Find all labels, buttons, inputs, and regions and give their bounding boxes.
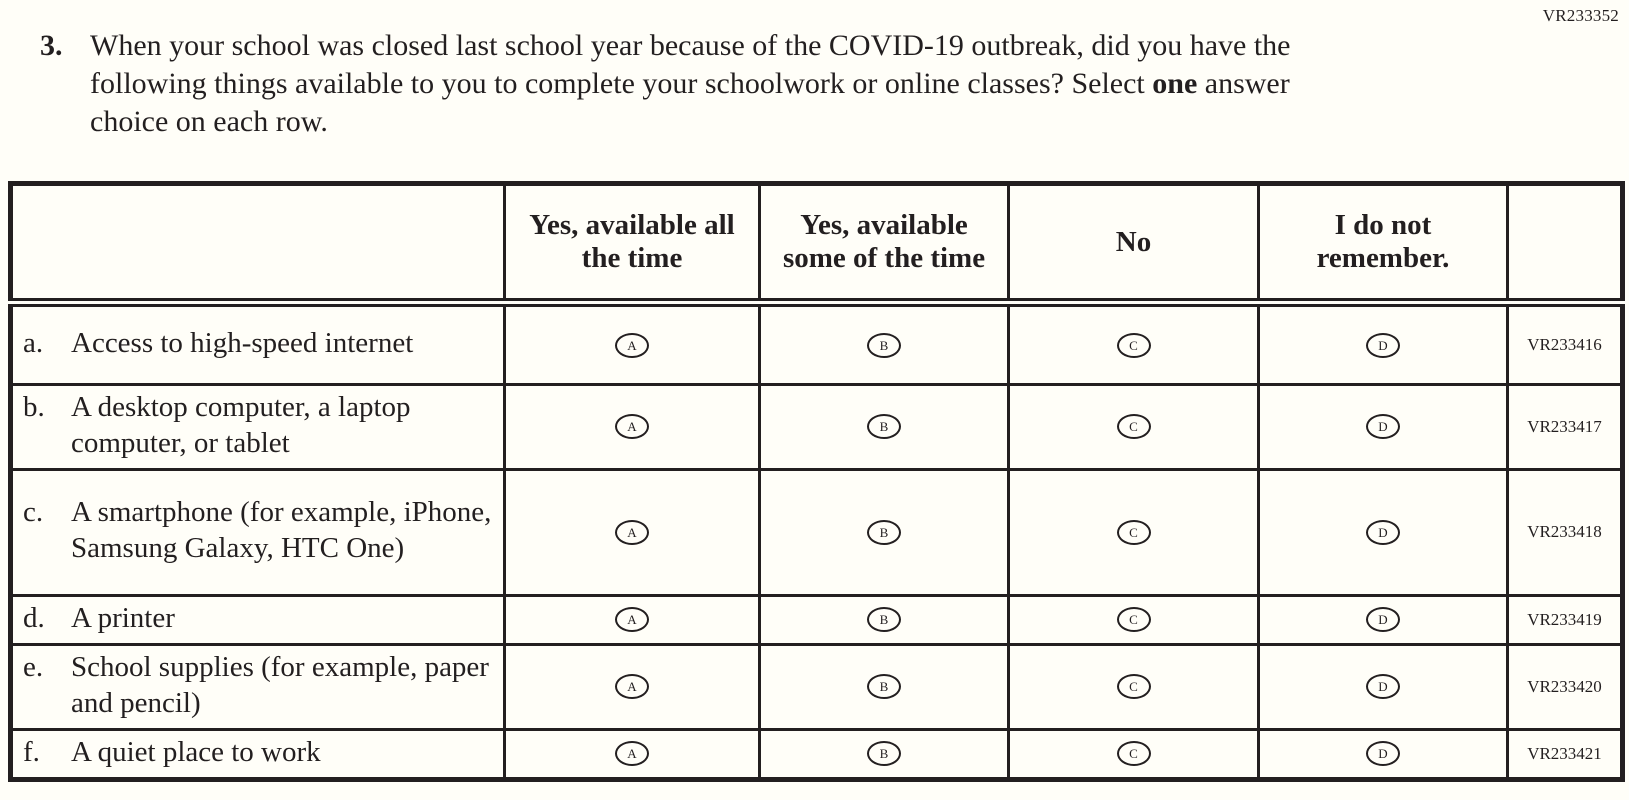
answer-cell-c: [1009, 385, 1259, 470]
answer-bubble-d[interactable]: D: [1366, 607, 1400, 632]
row-label: A desktop computer, a laptop computer, or tablet: [71, 391, 411, 459]
answer-cell-c: [1009, 729, 1259, 779]
table-row-b: [11, 385, 1623, 470]
item-cell: [11, 595, 505, 644]
col-header-do-not-remember: I do not remember.: [1259, 184, 1508, 303]
col-header-item: [11, 184, 505, 303]
item-cell: [11, 303, 505, 385]
answer-cell-b: [760, 385, 1009, 470]
answer-cell-d: [1259, 385, 1508, 470]
item-cell: [11, 385, 505, 470]
answer-cell-b: [760, 644, 1009, 729]
question-block: [40, 27, 1345, 140]
answer-bubble-b[interactable]: B: [867, 607, 901, 632]
row-code: VR233417: [1508, 385, 1623, 470]
answer-cell-a: [505, 595, 760, 644]
answer-cell-a: [505, 729, 760, 779]
item-cell: [11, 644, 505, 729]
table-row-e: [11, 644, 1623, 729]
row-letter: c.: [23, 496, 44, 529]
answer-bubble-d[interactable]: D: [1366, 674, 1400, 699]
answer-bubble-a[interactable]: A: [615, 414, 649, 439]
answer-bubble-d[interactable]: D: [1366, 414, 1400, 439]
row-code: VR233416: [1508, 303, 1623, 385]
header-row: [11, 184, 1623, 303]
item-cell: [11, 469, 505, 595]
answer-cell-a: [505, 303, 760, 385]
col-header-yes-some-of-the-time: Yes, available some of the time: [760, 184, 1009, 303]
answer-bubble-c[interactable]: C: [1117, 607, 1151, 632]
answer-cell-d: [1259, 303, 1508, 385]
answer-bubble-c[interactable]: C: [1117, 414, 1151, 439]
answer-cell-c: [1009, 303, 1259, 385]
answer-bubble-c[interactable]: C: [1117, 520, 1151, 545]
answer-bubble-c[interactable]: C: [1117, 333, 1151, 358]
row-label: A printer: [71, 601, 175, 634]
table-row-a: [11, 303, 1623, 385]
answer-cell-a: [505, 644, 760, 729]
answer-bubble-d[interactable]: D: [1366, 741, 1400, 766]
answer-bubble-b[interactable]: B: [867, 741, 901, 766]
answer-cell-b: [760, 303, 1009, 385]
question-number: 3.: [40, 29, 63, 62]
answer-bubble-a[interactable]: A: [615, 741, 649, 766]
row-letter: d.: [23, 601, 45, 634]
question-text-end: answer choice on each row.: [90, 66, 1290, 138]
answer-bubble-a[interactable]: A: [615, 674, 649, 699]
col-header-code: [1508, 184, 1623, 303]
answer-bubble-c[interactable]: C: [1117, 674, 1151, 699]
answer-cell-b: [760, 729, 1009, 779]
table-row-c: [11, 469, 1623, 595]
answer-cell-c: [1009, 595, 1259, 644]
answer-bubble-c[interactable]: C: [1117, 741, 1151, 766]
answer-bubble-a[interactable]: A: [615, 520, 649, 545]
row-letter: f.: [23, 735, 40, 768]
table-row-d: [11, 595, 1623, 644]
table-row-f: [11, 729, 1623, 779]
col-header-yes-all-the-time: Yes, available all the time: [505, 184, 760, 303]
answer-cell-b: [760, 469, 1009, 595]
question-text-bold: one: [1152, 66, 1198, 100]
answer-cell-d: [1259, 729, 1508, 779]
answer-bubble-d[interactable]: D: [1366, 520, 1400, 545]
row-letter: a.: [23, 327, 44, 360]
row-label: A quiet place to work: [71, 735, 321, 768]
row-label: School supplies (for example, paper and pencil): [71, 650, 489, 719]
answer-cell-b: [760, 595, 1009, 644]
row-letter: b.: [23, 391, 45, 423]
answer-cell-c: [1009, 644, 1259, 729]
answer-bubble-d[interactable]: D: [1366, 333, 1400, 358]
answer-bubble-a[interactable]: A: [615, 333, 649, 358]
answer-cell-a: [505, 469, 760, 595]
page-code: VR233352: [1542, 6, 1619, 25]
answer-cell-a: [505, 385, 760, 470]
answer-cell-d: [1259, 469, 1508, 595]
row-letter: e.: [23, 650, 44, 683]
answer-bubble-b[interactable]: B: [867, 520, 901, 545]
row-label: Access to high-speed internet: [71, 327, 414, 360]
answer-cell-d: [1259, 595, 1508, 644]
answer-cell-d: [1259, 644, 1508, 729]
answer-cell-c: [1009, 469, 1259, 595]
question-text-start: When your school was closed last school year because of the COVID-19 outbreak, did you have the following things available to you to complete your schoolwork or online classes? Select: [90, 29, 1291, 100]
question-text: [90, 27, 1345, 140]
answer-bubble-b[interactable]: B: [867, 674, 901, 699]
row-code: VR233418: [1508, 469, 1623, 595]
row-code: VR233419: [1508, 595, 1623, 644]
col-header-no: No: [1009, 184, 1259, 303]
answer-grid-table: [8, 181, 1625, 782]
answer-bubble-a[interactable]: A: [615, 607, 649, 632]
item-cell: [11, 729, 505, 779]
answer-bubble-b[interactable]: B: [867, 333, 901, 358]
answer-bubble-b[interactable]: B: [867, 414, 901, 439]
row-code: VR233421: [1508, 729, 1623, 779]
row-code: VR233420: [1508, 644, 1623, 729]
row-label: A smartphone (for example, iPhone, Samsung Galaxy, HTC One): [71, 496, 492, 565]
